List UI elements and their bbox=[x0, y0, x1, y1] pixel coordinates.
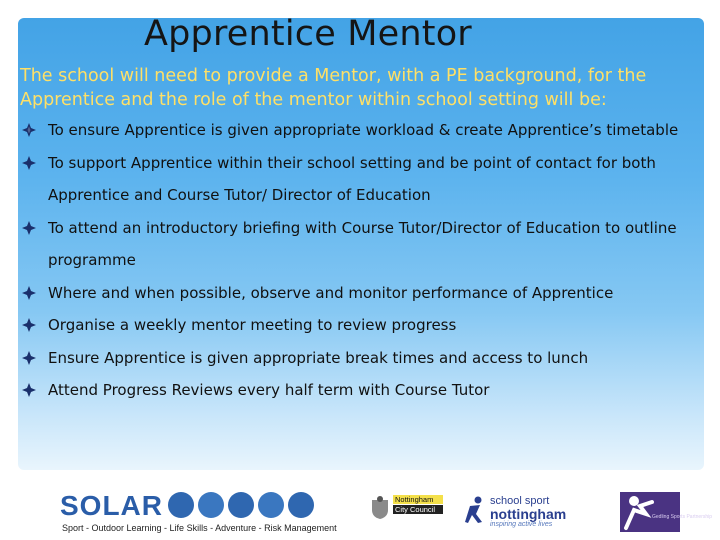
ncc-top-text: Nottingham bbox=[393, 495, 443, 504]
solar-logo: SOLAR bbox=[60, 490, 163, 521]
ncc-bottom-text: City Council bbox=[393, 505, 443, 514]
solar-tagline: Sport - Outdoor Learning - Life Skills - Adventure - Risk Management bbox=[62, 523, 337, 533]
bullet-text: Apprentice and Course Tutor/ Director of Education bbox=[48, 186, 431, 204]
runner-icon bbox=[464, 496, 486, 526]
school-sport-nottingham-logo bbox=[490, 496, 566, 528]
bullet-text: Ensure Apprentice is given appropriate break times and access to lunch bbox=[48, 348, 589, 367]
diamond-bullet-icon bbox=[22, 123, 36, 137]
bullet-continuation bbox=[22, 244, 706, 277]
bullet-text: Where and when possible, observe and monitor performance of Apprentice bbox=[48, 283, 614, 302]
diamond-bullet-icon bbox=[22, 286, 36, 300]
diamond-bullet-icon bbox=[22, 351, 36, 365]
ssn-line3: inspiring active lives bbox=[490, 521, 553, 528]
bullet-item bbox=[22, 374, 706, 407]
intro-text: The school will need to provide a Mentor, with a PE background, for the Apprentice and the role of the mentor within school setting will be: bbox=[20, 66, 647, 110]
sport-badge-icon bbox=[228, 492, 254, 518]
gedling-sports-partnership-logo bbox=[620, 492, 680, 532]
bullet-text: programme bbox=[48, 251, 136, 269]
sport-badge-icon bbox=[258, 492, 284, 518]
bullet-item bbox=[22, 212, 706, 245]
gsp-text: Gedling Sports Partnership bbox=[652, 514, 713, 520]
nottingham-city-council-logo bbox=[393, 495, 443, 523]
diamond-bullet-icon bbox=[22, 318, 36, 332]
bullet-item bbox=[22, 114, 706, 147]
bullet-text: Organise a weekly mentor meeting to review progress bbox=[48, 316, 457, 334]
footer-logos bbox=[0, 478, 720, 540]
sport-badge-icon bbox=[198, 492, 224, 518]
sport-badge-icon bbox=[168, 492, 194, 518]
bullet-item bbox=[22, 277, 706, 310]
ssn-line1: school sport bbox=[490, 495, 550, 507]
ssn-line2: nottingham bbox=[490, 506, 567, 522]
bullet-continuation bbox=[22, 179, 706, 212]
bullet-text: To ensure Apprentice is given appropriate workload & create Apprentice’s timetable bbox=[48, 121, 679, 139]
bullet-list bbox=[22, 114, 706, 407]
diamond-bullet-icon bbox=[22, 156, 36, 170]
figure-icon bbox=[620, 492, 680, 532]
bullet-item bbox=[22, 309, 706, 342]
diamond-bullet-icon bbox=[22, 383, 36, 397]
slide-title: Apprentice Mentor bbox=[144, 14, 472, 54]
sport-badge-icon bbox=[288, 492, 314, 518]
diamond-bullet-icon bbox=[22, 221, 36, 235]
bullet-item bbox=[22, 147, 706, 180]
bullet-item bbox=[22, 342, 706, 375]
bullet-text: To support Apprentice within their school setting and be point of contact for both bbox=[48, 153, 656, 172]
bullet-text: Attend Progress Reviews every half term with Course Tutor bbox=[48, 381, 490, 399]
coat-of-arms-icon bbox=[370, 496, 390, 520]
bullet-text: To attend an introductory briefing with Course Tutor/Director of Education to outline bbox=[48, 218, 677, 237]
